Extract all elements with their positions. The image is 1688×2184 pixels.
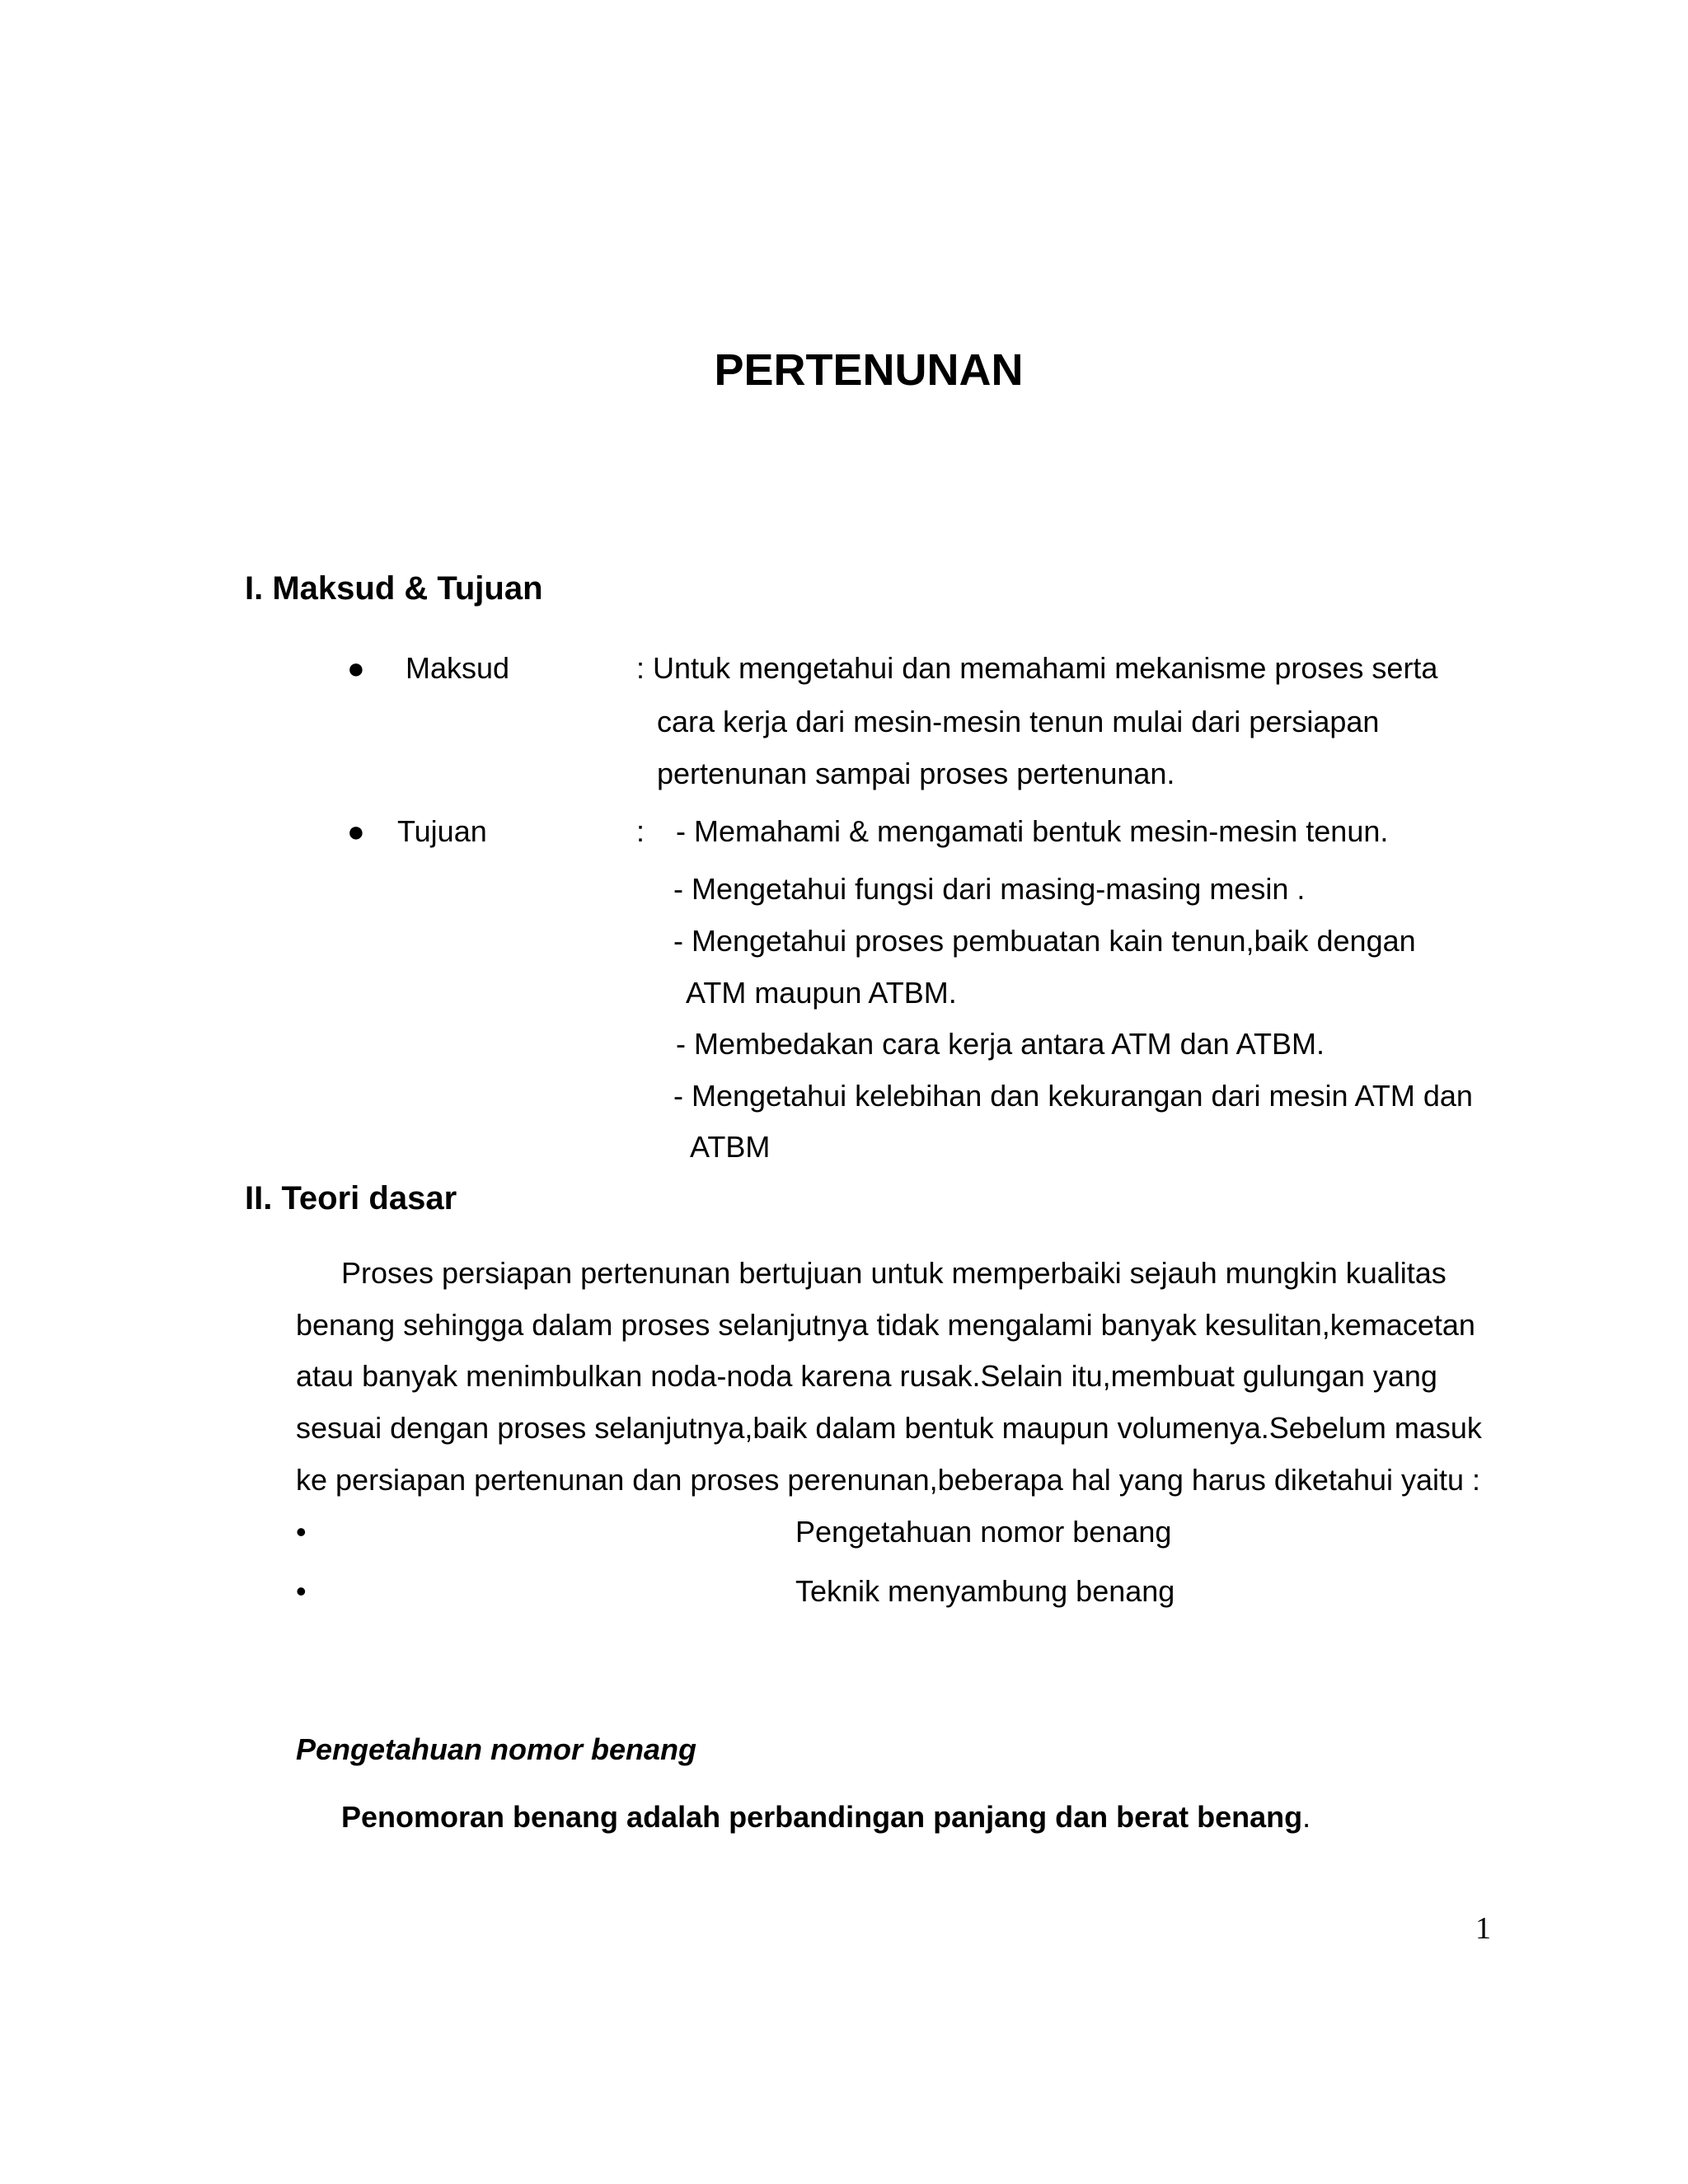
statement-text: Penomoran benang adalah perbandingan panjang dan berat benang — [341, 1800, 1303, 1834]
list-item-menyambung-benang: Teknik menyambung benang — [795, 1574, 1175, 1608]
subsection-heading: Pengetahuan nomor benang — [296, 1732, 697, 1766]
tujuan-colon: : — [636, 814, 645, 848]
tujuan-line-4: ATM maupun ATBM. — [686, 976, 957, 1010]
paragraph-line-5: ke persiapan pertenunan dan proses perenunan,beberapa hal yang harus diketahui yaitu : — [296, 1463, 1481, 1497]
maksud-line-1: : Untuk mengetahui dan memahami mekanisme proses serta — [636, 651, 1438, 685]
tujuan-line-6: - Mengetahui kelebihan dan kekurangan dari mesin ATM dan — [673, 1079, 1473, 1113]
bullet-maksud: ● — [347, 651, 365, 685]
bullet-tujuan: ● — [347, 814, 365, 848]
list-bullet: • — [296, 1574, 307, 1608]
section-heading-maksud-tujuan: I. Maksud & Tujuan — [245, 570, 543, 607]
page-number: 1 — [1475, 1911, 1491, 1946]
paragraph-line-2: benang sehingga dalam proses selanjutnya tidak mengalami banyak kesulitan,kemacetan — [296, 1308, 1475, 1342]
tujuan-line-3: - Mengetahui proses pembuatan kain tenun,baik dengan — [673, 924, 1416, 958]
section-heading-teori-dasar: II. Teori dasar — [245, 1180, 457, 1216]
paragraph-line-3: atau banyak menimbulkan noda-noda karena rusak.Selain itu,membuat gulungan yang — [296, 1359, 1437, 1393]
tujuan-line-5: - Membedakan cara kerja antara ATM dan ATBM. — [676, 1027, 1325, 1061]
paragraph-line-4: sesuai dengan proses selanjutnya,baik dalam bentuk maupun volumenya.Sebelum masuk — [296, 1411, 1482, 1445]
maksud-line-2: cara kerja dari mesin-mesin tenun mulai dari persiapan — [657, 705, 1380, 738]
label-maksud: Maksud — [406, 651, 510, 685]
paragraph-line-1: Proses persiapan pertenunan bertujuan untuk memperbaiki sejauh mungkin kualitas — [341, 1256, 1447, 1290]
maksud-line-3: pertenunan sampai proses pertenunan. — [657, 757, 1175, 790]
tujuan-line-2: - Mengetahui fungsi dari masing-masing mesin . — [673, 872, 1306, 906]
list-item-nomor-benang: Pengetahuan nomor benang — [795, 1515, 1172, 1549]
label-tujuan: Tujuan — [397, 814, 487, 848]
tujuan-line-7: ATBM — [690, 1130, 771, 1164]
statement-period: . — [1302, 1800, 1311, 1834]
statement — [341, 1800, 1311, 1835]
page-title: PERTENUNAN — [714, 345, 1024, 395]
tujuan-line-1: - Memahami & mengamati bentuk mesin-mesin tenun. — [676, 814, 1389, 848]
list-bullet: • — [296, 1515, 307, 1549]
